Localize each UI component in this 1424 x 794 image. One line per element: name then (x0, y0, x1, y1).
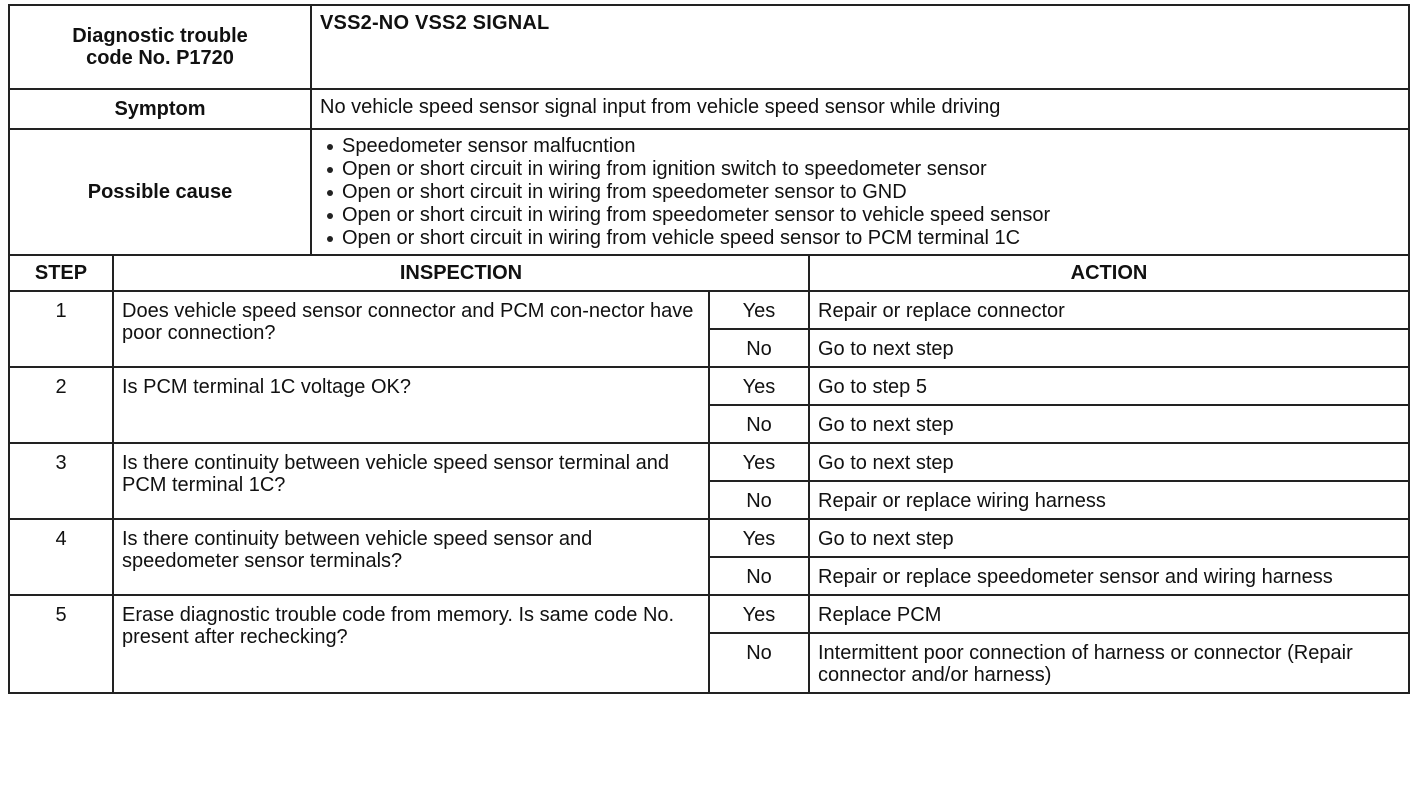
yes-label: Yes (709, 367, 809, 405)
yes-label: Yes (709, 443, 809, 481)
symptom-text: No vehicle speed sensor signal input from vehicle speed sensor while driving (311, 89, 1409, 129)
cause-list-cell (311, 129, 1409, 255)
step-number: 4 (9, 519, 113, 595)
dtc-header-table (8, 4, 1410, 256)
cause-item: Open or short circuit in wiring from ignition switch to speedometer sensor (320, 158, 1400, 181)
dtc-label-line2: code No. P1720 (86, 47, 234, 69)
yes-label: Yes (709, 291, 809, 329)
inspection-table (8, 254, 1410, 694)
col-inspection: INSPECTION (113, 255, 809, 291)
step-number: 5 (9, 595, 113, 693)
dtc-title: VSS2-NO VSS2 SIGNAL (320, 12, 550, 34)
step-number: 2 (9, 367, 113, 443)
step-inspection: Is there continuity between vehicle speed sensor terminal and PCM terminal 1C? (113, 443, 709, 519)
no-label: No (709, 329, 809, 367)
step-number: 3 (9, 443, 113, 519)
step-row-yes (9, 291, 1409, 329)
dtc-label-line1: Diagnostic trouble (72, 25, 248, 47)
step-inspection: Is there continuity between vehicle speed sensor and speedometer sensor terminals? (113, 519, 709, 595)
no-action: Go to next step (809, 405, 1409, 443)
step-row-yes (9, 595, 1409, 633)
dtc-title-cell (311, 5, 1409, 89)
step-inspection: Does vehicle speed sensor connector and PCM con-nector have poor connection? (113, 291, 709, 367)
cause-item: Open or short circuit in wiring from speedometer sensor to GND (320, 181, 1400, 204)
no-action: Go to next step (809, 329, 1409, 367)
step-inspection: Is PCM terminal 1C voltage OK? (113, 367, 709, 443)
diagnostic-sheet (8, 4, 1412, 694)
symptom-row (9, 89, 1409, 129)
step-row-yes (9, 443, 1409, 481)
no-action: Repair or replace wiring harness (809, 481, 1409, 519)
step-row-yes (9, 519, 1409, 557)
col-action: ACTION (809, 255, 1409, 291)
yes-label: Yes (709, 595, 809, 633)
yes-action: Go to next step (809, 519, 1409, 557)
no-label: No (709, 557, 809, 595)
no-label: No (709, 405, 809, 443)
yes-action: Go to next step (809, 443, 1409, 481)
cause-item: Speedometer sensor malfucntion (320, 135, 1400, 158)
column-header-row (9, 255, 1409, 291)
no-action: Repair or replace speedometer sensor and wiring harness (809, 557, 1409, 595)
cause-label: Possible cause (9, 129, 311, 255)
no-action: Intermittent poor connection of harness or connector (Repair connector and/or harness) (809, 633, 1409, 693)
step-number: 1 (9, 291, 113, 367)
step-row-yes (9, 367, 1409, 405)
col-step: STEP (9, 255, 113, 291)
no-label: No (709, 633, 809, 693)
yes-label: Yes (709, 519, 809, 557)
yes-action: Repair or replace connector (809, 291, 1409, 329)
dtc-label (9, 5, 311, 89)
dtc-row (9, 5, 1409, 89)
cause-item: Open or short circuit in wiring from speedometer sensor to vehicle speed sensor (320, 204, 1400, 227)
cause-row (9, 129, 1409, 255)
cause-list (320, 135, 1400, 250)
symptom-label: Symptom (9, 89, 311, 129)
yes-action: Replace PCM (809, 595, 1409, 633)
step-inspection: Erase diagnostic trouble code from memory. Is same code No. present after rechecking? (113, 595, 709, 693)
no-label: No (709, 481, 809, 519)
cause-item: Open or short circuit in wiring from vehicle speed sensor to PCM terminal 1C (320, 227, 1400, 250)
yes-action: Go to step 5 (809, 367, 1409, 405)
